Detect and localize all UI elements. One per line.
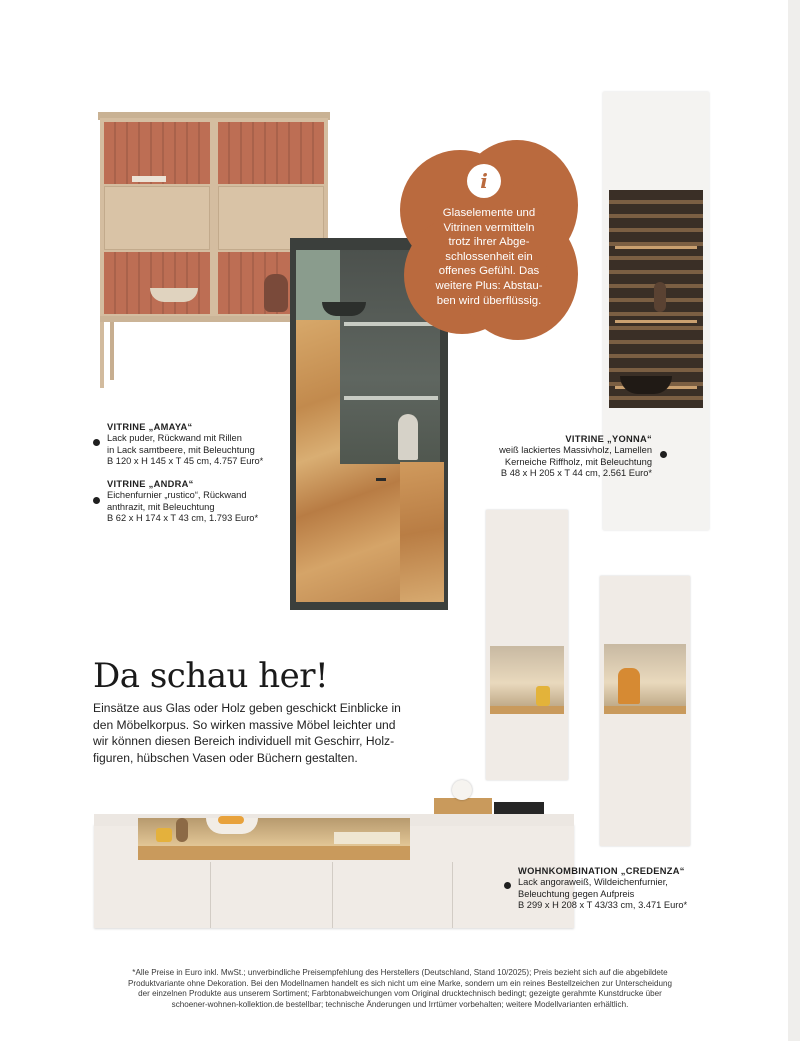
wall-unit-right-deco: [618, 668, 640, 704]
amaya-bowl: [150, 288, 198, 302]
wall-unit-right-niche-base: [604, 706, 686, 714]
credenza-door-gap: [332, 862, 333, 928]
caption-line: anthrazit, mit Beleuchtung: [107, 501, 215, 512]
caption-line: B 120 x H 145 x T 45 cm, 4.757 Euro*: [107, 456, 264, 467]
page-edge: [788, 0, 800, 1041]
footnote-line: der einzelnen Produkte aus unserem Sortiment; Farbtonabweichungen vom Original drucktechnisch bedingt; gezeigte gerahmte Kunstdrucke über: [138, 989, 662, 999]
wall-unit-right-niche: [604, 644, 686, 708]
caption-title: VITRINE „ANDRA“: [107, 479, 194, 489]
info-bubble: [400, 140, 578, 340]
credenza-yellow-deco: [156, 828, 172, 842]
amaya-vase: [264, 274, 288, 312]
body-line: den Möbelkorpus. So wirken massive Möbel leichter und: [93, 717, 396, 732]
caption-line: B 48 x H 205 x T 44 cm, 2.561 Euro*: [500, 468, 652, 479]
footnote-line: *Alle Preise in Euro inkl. MwSt.; unverbindliche Preisempfehlung des Herstellers (Deutschland, Stand 10/2025); Preis bezieht sich auf die abgebildete: [132, 968, 668, 977]
caption-line: Lack puder, Rückwand mit Rillen: [107, 433, 242, 444]
amaya-door-left: [104, 186, 210, 250]
caption-bullet: [93, 497, 100, 504]
caption-line: in Lack samtbeere, mit Beleuchtung: [107, 444, 255, 455]
yonna-vase: [654, 282, 666, 312]
amaya-niche-top-right: [218, 122, 324, 184]
caption-credenza: [518, 866, 687, 912]
wall-unit-left-niche: [490, 646, 564, 708]
caption-line: Eichenfurnier „rustico“, Rückwand: [107, 490, 247, 501]
info-bubble-line: Vitrinen vermitteln: [443, 221, 535, 234]
caption-title: WOHNKOMBINATION „CREDENZA“: [518, 866, 685, 876]
caption-line: B 62 x H 174 x T 43 cm, 1.793 Euro*: [107, 513, 259, 524]
footnote-line: Produktvariante ohne Dekoration. Bei den Modellnamen handelt es sich nicht um eine Marke, sondern um ein reines Bestellzeichen zur Unterscheidung: [128, 978, 672, 988]
body-text: [93, 700, 413, 766]
caption-line: Beleuchtung gegen Aufpreis: [518, 888, 635, 899]
info-bubble-line: ben wird überflüssig.: [436, 294, 542, 307]
body-line: figuren, hübschen Vasen oder Büchern gestalten.: [93, 750, 358, 765]
credenza-niche-base: [138, 846, 410, 860]
amaya-niche-bottom-left: [104, 252, 210, 314]
caption-bullet: [93, 439, 100, 446]
wall-unit-left-body: [486, 510, 568, 780]
andra-shelf: [344, 396, 438, 400]
credenza-wood-box: [434, 798, 492, 814]
body-line: wir können diesen Bereich individuell mit Geschirr, Holz-: [93, 734, 395, 749]
info-bubble-line: weitere Plus: Abstau-: [435, 279, 543, 292]
caption-bullet: [504, 882, 511, 889]
credenza-books: [334, 832, 400, 844]
caption-line: Lack angoraweiß, Wildeichenfurnier,: [518, 877, 668, 888]
footnote-line: schoener-wohnen-kollektion.de bestellbar; technische Änderungen und Irrtümer vorbehalten; weitere Modellvarianten erhältlich.: [171, 999, 629, 1009]
caption-line: Kerneiche Riffholz, mit Beleuchtung: [504, 456, 652, 467]
andra-sculpture: [398, 414, 418, 460]
caption-title: VITRINE „AMAYA“: [107, 422, 193, 432]
footnote: [60, 968, 740, 1010]
credenza-figure: [176, 818, 188, 842]
credenza-door-gap: [452, 862, 453, 928]
body-line: Einsätze aus Glas oder Holz geben geschickt Einblicke in: [93, 701, 401, 715]
info-bubble-line: schlossenheit ein: [445, 250, 533, 263]
caption-yonna: [470, 434, 652, 480]
wall-unit-left-deco: [536, 686, 550, 706]
credenza-black-box: [494, 802, 544, 814]
wall-unit-left-niche-base: [490, 706, 564, 714]
credenza-lamp: [452, 780, 472, 800]
info-bubble-line: offenes Gefühl. Das: [438, 265, 540, 278]
page-headline: Da schau her!: [93, 656, 329, 696]
caption-line: weiß lackiertes Massivholz, Lamellen: [499, 445, 652, 456]
caption-bullet: [660, 451, 667, 458]
amaya-niche-top-left: [104, 122, 210, 184]
caption-line: B 299 x H 208 x T 43/33 cm, 3.471 Euro*: [518, 900, 688, 911]
info-bubble-line: trotz ihrer Abge-: [448, 236, 530, 249]
caption-title: VITRINE „YONNA“: [565, 434, 652, 444]
caption-amaya: [107, 422, 263, 468]
info-bubble-line: Glaselemente und: [442, 207, 536, 219]
credenza-door-gap: [210, 862, 211, 928]
caption-andra: [107, 479, 258, 525]
credenza-fruit: [218, 816, 244, 824]
amaya-leg-back: [110, 322, 114, 380]
amaya-leg: [100, 322, 104, 388]
andra-lower-wood: [400, 462, 444, 602]
andra-handle: [376, 478, 386, 481]
info-bubble-text: [414, 206, 564, 308]
info-icon: i: [467, 164, 501, 198]
amaya-plates: [132, 176, 166, 182]
